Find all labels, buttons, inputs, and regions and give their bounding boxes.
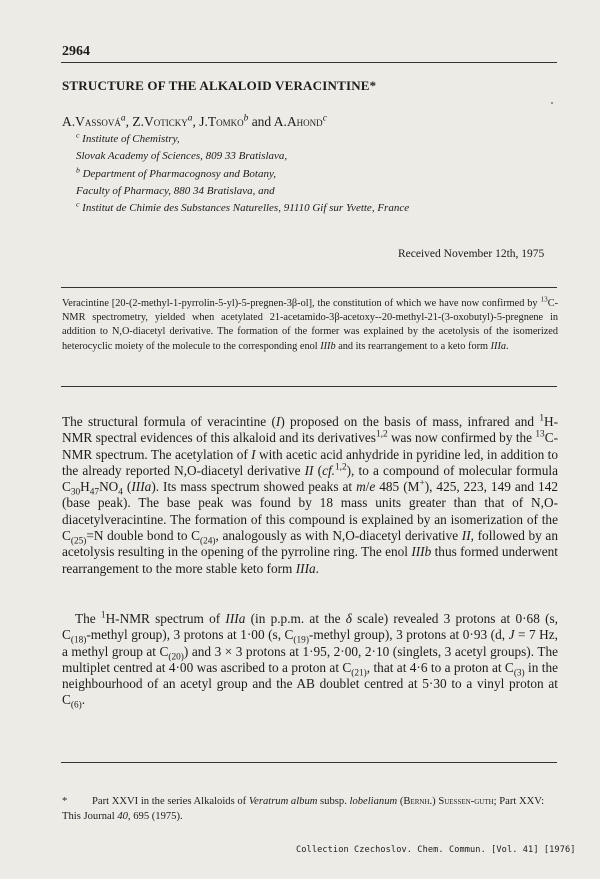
footnote-text: Part XXVI in the series Alkaloids of Veratrum album subsp. lobelianum (Bernh.) Suessen-guth; Part XXV: This Journal 40, 695 (1975). bbox=[62, 796, 545, 822]
affiliation-line: $^c$ Institute of Chemistry, bbox=[76, 130, 180, 145]
journal-citation-footer: Collection Czechoslov. Chem. Commun. [Vol. 41] [1976] bbox=[296, 845, 576, 855]
footnote-rule bbox=[61, 762, 557, 763]
author-list: A.Vassová$^a$, Z.Voticky$^a$, J.Tomko$^b$ and A.Ahond$^c$ bbox=[62, 113, 327, 129]
abstract: Veracintine [20-(2-methyl-1-pyrrolin-5-yl)-5-pregnen-3β-ol], the constitution of which we have now confirmed by $^{13}$C-NMR spectrometry, yielded when acetylated 21-acetamido-3β-acetoxy--20-methyl-21-(3-oxobutyl)-5-pregnene in addition to N,O-diacetyl derivative. The formation of the former was explained by the acetolysis of the isomerized heterocyclic moiety of the molecule to the corresponding enol IIIb and its rearrangement to a keto form IIIa. bbox=[62, 295, 558, 352]
affiliation-line: Slovak Academy of Sciences, 809 33 Bratislava, bbox=[76, 150, 288, 162]
article-title: STRUCTURE OF THE ALKALOID VERACINTINE* bbox=[62, 78, 377, 93]
affiliation-line: $^c$ Institut de Chimie des Substances Naturelles, 91110 Gif sur Yvette, France bbox=[76, 199, 410, 214]
abstract-bottom-rule bbox=[61, 386, 557, 387]
header-rule bbox=[61, 62, 557, 63]
received-date: Received November 12th, 1975 bbox=[398, 248, 545, 260]
body-paragraph-2: The $^1$H-NMR spectrum of IIIa (in p.p.m. at the δ scale) revealed 3 protons at 0·68 (s, $C_{(18)}$-methyl group), 3 protons at 1·00 (s, $C_{(19)}$-methyl group), 3 protons at 0·93 (d, J = 7 Hz, a methyl group at $C_{(20)}$) and 3 × 3 protons at 1·95, 2·00, 2·10 (singlets, 3 acetyl groups). The multiplet centred at 4·00 was ascribed to a proton at $C_{(21)}$, that at 4·6 to a proton at $C_{(3)}$ in the neighbourhood of an acetyl group and the AB doublet centred at 5·30 to a vinyl proton at $C_{(6)}$. bbox=[62, 610, 559, 712]
footnote bbox=[62, 794, 558, 824]
footnote-marker: * bbox=[62, 796, 68, 807]
abstract-top-rule bbox=[61, 287, 557, 288]
body-paragraph-1: The structural formula of veracintine (I) proposed on the basis of mass, infrared and $^1$H-NMR spectral evidences of this alkaloid and its derivatives$^{1,2}$ was now confirmed by the $^{13}$C-NMR spectrum. The acetylation of I with acetic acid anhydride in pyridine led, in addition to the already reported N,O-diacetyl derivative II (cf.$^{1,2}$), to a compound of molecular formula $C_{30}H_{47}NO_4$ (IIIa). Its mass spectrum showed peaks at m/e 485 (M+), 425, 223, 149 and 142 (base peak). The base peak was found by 18 mass units greater than that of N,O-diacetylveracintine. The formation of this compound is explained by an isomerization of the $C_{(25)}=N$ double bond to $C_{(24)}$, analogously as with N,O-diacetyl derivative II, followed by an acetolysis resulting in the opening of the pyrroline ring. The enol IIIb thus formed underwent rearrangement to the more stable keto form IIIa. bbox=[62, 413, 559, 576]
affiliation-line: $^b$ Department of Pharmacognosy and Botany, bbox=[76, 165, 276, 180]
paper-speck bbox=[551, 102, 553, 104]
page-number: 2964 bbox=[62, 44, 90, 59]
affiliation-line: Faculty of Pharmacy, 880 34 Bratislava, and bbox=[76, 185, 275, 197]
